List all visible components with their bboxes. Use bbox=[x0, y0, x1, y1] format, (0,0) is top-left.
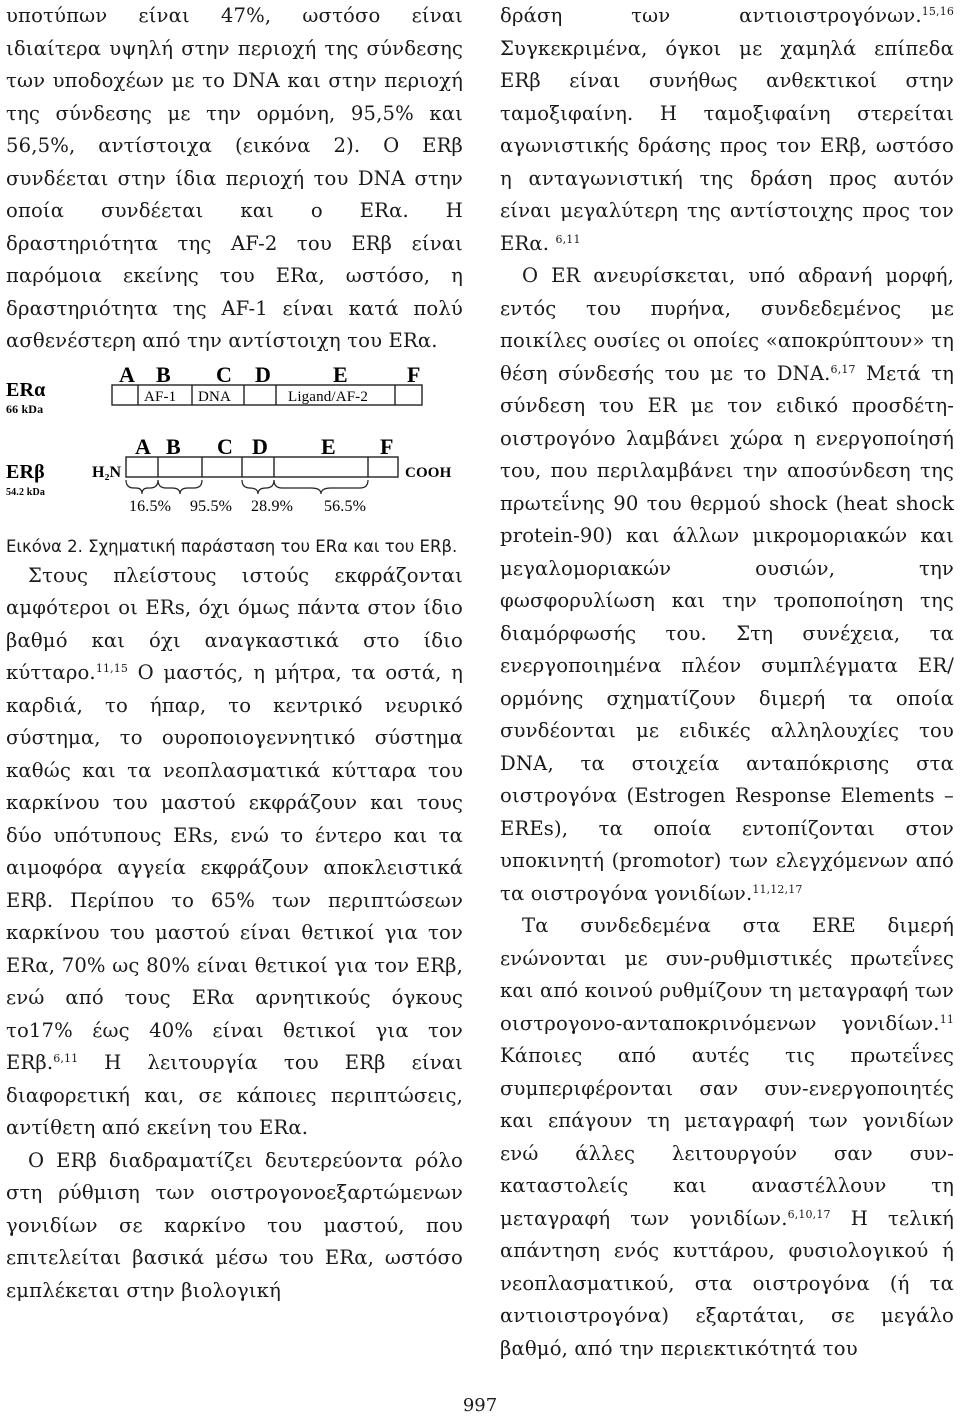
era-label: ERα bbox=[6, 378, 46, 401]
text-run: Τα συνδεδεμένα στα ERE διμερή ενώνονται με συν-ρυθμιστικές πρωτεΐνες και από κοινού ρυθμίζουν τη μεταγραφή των οιστρογονο-ανταποκρινόμενων γονιδίων. bbox=[500, 914, 954, 1035]
citation: 11,15 bbox=[95, 662, 129, 675]
paragraph: Ο ERβ διαδραματίζει δευτερεύοντα ρόλο στη ρύθμιση των οιστρογονοεξαρτώμενων γονιδίων σε καρκίνο του μαστού, που επιτελείται βασικά μέσω του ERα, ωστόσο εμπλέκεται στην βιολογική bbox=[6, 1148, 463, 1302]
domain-letter: C bbox=[217, 433, 234, 459]
domain-letter: D bbox=[252, 433, 269, 459]
text-run: Ο ER ανευρίσκεται, υπό αδρανή μορφή, εντός του πυρήνα, συνδεδεμένος με ποικίλες ουσίες οι οποίες «αποκρύπτουν» τη θέση σύνδεσής του με το DNA. bbox=[500, 264, 954, 385]
figure-2 bbox=[6, 366, 463, 534]
citation: 6,10,17 bbox=[787, 1207, 831, 1221]
right-column bbox=[500, 0, 954, 1365]
text-run: Ο μαστός, η μήτρα, τα οστά, η καρδιά, το ήπαρ, το κεντρικό νευρικό σύστημα, το ουροποιογεννητικό σύστημα καθώς και τα νεοπλασματικά κύτταρα του καρκίνου του μαστού εκφράζουν και τους δύο υπότυπους ERs, ενώ το έντερο και τα αιμοφόρα αγγεία εκφράζουν αποκλειστικά ERβ. Περίπου το 65% των περιπτώσεων καρκίνου του μαστού είναι θετικοί για τον ERα, 70% ως 80% είναι θετικοί για τον ERβ, ενώ από τους ERα αρνητικούς όγκους το17% έως 40% είναι θετικοί για τον ERβ. bbox=[6, 661, 463, 1074]
homology-percent: 28.9% bbox=[251, 497, 294, 515]
domain-letter: D bbox=[255, 365, 272, 387]
left-column bbox=[6, 0, 463, 1307]
homology-percent: 16.5% bbox=[129, 497, 172, 515]
domain-letter: A bbox=[119, 365, 136, 387]
segment-af1: AF-1 bbox=[144, 388, 177, 405]
page-number: 997 bbox=[462, 1395, 498, 1416]
text-run: Η λειτουργία του ERβ είναι διαφορετική και, σε κάποιες περιπτώσεις, αντίθετη από εκείνη του ERα. bbox=[6, 1051, 463, 1139]
text-run: Η τελική απάντηση ενός κυττάρου, φυσιολογικού ή νεοπλασματικού, στα οιστρογόνα (ή τα αντιοιστρογόνα) εξαρτάται, σε μεγάλο βαθμό, από την περιεκτικότητά του bbox=[500, 1206, 954, 1360]
era-domain-letters bbox=[119, 366, 421, 387]
figure-caption: Εικόνα 2. Σχηματική παράσταση του ERα και του ERβ. bbox=[6, 536, 458, 556]
era-kda: 66 kDa bbox=[6, 401, 44, 416]
citation: 6,17 bbox=[830, 362, 856, 376]
domain-letter: F bbox=[407, 365, 421, 387]
homology-percent: 56.5% bbox=[324, 497, 367, 515]
citation: 6,11 bbox=[53, 1052, 79, 1065]
paragraph bbox=[500, 910, 954, 1365]
segment-dna: DNA bbox=[198, 388, 231, 405]
domain-letter: F bbox=[380, 433, 394, 459]
erb-domain-letters bbox=[135, 434, 394, 459]
homology-percent: 95.5% bbox=[190, 497, 233, 515]
text-run: δράση των αντιοιστρογόνων. bbox=[500, 4, 922, 27]
er-domain-diagram bbox=[6, 366, 463, 534]
domain-letter: B bbox=[156, 365, 171, 387]
erb-bar bbox=[126, 457, 398, 477]
citation: 11,12,17 bbox=[752, 882, 803, 896]
domain-letter: E bbox=[333, 365, 348, 387]
domain-letter: B bbox=[166, 433, 181, 459]
text-run: Μετά τη σύνδεση του ER με τον ειδικό προσδέτη-οιστρογόνο λαμβάνει χώρα η ενεργοποίησή του, που περιλαμβάνει την αποσύνδεση της πρωτεΐνης 90 του θερμού shock (heat shock protein-90) και άλλων μικρομοριακών και μεγαλομοριακών ουσιών, την φωσφορυλίωση και την τροποποίηση της διαμόρφωσής του. Στη συνέχεια, τα ενεργοποιημένα πλέον συμπλέγματα ER/ορμόνης σχηματίζουν διμερή τα οποία συνδέονται με ειδικές αλληλουχίες του DNA, τα στοιχεία ανταπόκρισης στα οιστρογόνα (Estrogen Response Elements – EREs), τα οποία εντοπίζονται στον υποκινητή (promotor) των ελεγχόμενων από τα οιστρογόνα γονιδίων. bbox=[500, 361, 954, 905]
domain-letter: C bbox=[216, 365, 233, 387]
paragraph bbox=[500, 260, 954, 910]
text-run: Συγκεκριμένα, όγκοι με χαμηλά επίπεδα ERβ είναι συνήθως ανθεκτικοί στην ταμοξιφαίνη. Η ταμοξιφαίνη στερείται αγωνιστικής δράσης προς τον ERβ, ωστόσο η ανταγωνιστική της δράση προς αυτόν είναι μεγαλύτερη της αντίστοιχης προς τον ERα. bbox=[500, 36, 954, 255]
citation: 6,11 bbox=[555, 232, 581, 246]
text-run: Κάποιες από αυτές τις πρωτεΐνες συμπεριφέρονται σαν συν-ενεργοποιητές και επάγουν τη μεταγραφή των γονιδίων ενώ άλλες λειτουργούν σαν συν-καταστολείς και αναστέλλουν τη μεταγραφή των γονιδίων. bbox=[500, 1044, 954, 1230]
cooh-label: COOH bbox=[405, 464, 452, 481]
text-run: Στους πλείστους ιστούς εκφράζονται αμφότεροι οι ERs, όχι όμως πάντα στον ίδιο βαθμό και όχι αναγκαστικά στο ίδιο κύτταρο. bbox=[6, 563, 463, 684]
paragraph bbox=[6, 560, 463, 1145]
citation: 15,16 bbox=[921, 5, 954, 18]
erb-kda: 54.2 kDa bbox=[6, 486, 45, 498]
h2n-label: H₂N bbox=[92, 463, 122, 481]
citation: 11 bbox=[939, 1012, 954, 1026]
paragraph: υποτύπων είναι 47%, ωστόσο είναι ιδιαίτερα υψηλή στην περιοχή της σύνδεσης των υποδοχέων με το DNA και στην περιοχή της σύνδεσης με την ορμόνη, 95,5% και 56,5%, αντίστοιχα (εικόνα 2). O ERβ συνδέεται στην ίδια περιοχή του DNA στην οποία συνδέεται και ο ERα. Η δραστηριότητα της AF-2 του ERβ είναι παρόμοια εκείνης του ERα, ωστόσο, η δραστηριότητα της AF-1 είναι κατά πολύ ασθενέστερη από την αντίστοιχη του ERα. bbox=[6, 4, 463, 352]
paragraph bbox=[500, 0, 954, 260]
domain-letter: E bbox=[321, 433, 336, 459]
homology-braces bbox=[126, 480, 368, 494]
segment-ligand: Ligand/AF-2 bbox=[288, 388, 368, 405]
domain-letter: A bbox=[135, 433, 152, 459]
erb-label: ERβ bbox=[6, 460, 45, 483]
